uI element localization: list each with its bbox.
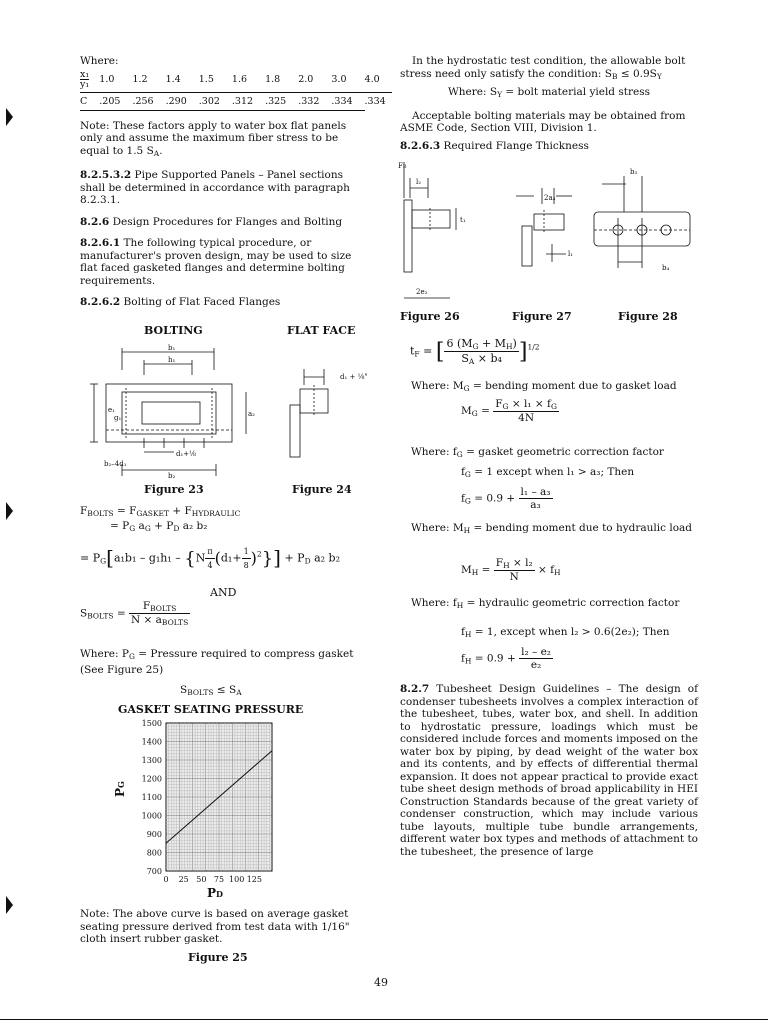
mh-equation: $M_H$ = $\frac{F_H \times l_2}{N}$ × $f_H$ <box>461 557 561 583</box>
figure-28-caption: Figure 28 <box>618 310 678 323</box>
ratio-value: 4.0 <box>364 73 380 85</box>
y-tick-label: 700 <box>146 867 162 876</box>
y-tick-label: 800 <box>146 848 162 858</box>
x-axis-label: PD <box>207 886 223 900</box>
c-value: .325 <box>265 95 287 107</box>
svg-text:t₁: t₁ <box>460 216 466 224</box>
fh-condition: $f_H = 1$, except when l₂ > 0.6(2e₂); Then <box>461 626 670 639</box>
c-value: .205 <box>99 95 121 107</box>
left-column <box>80 55 386 309</box>
fg-equation: $f_G = 0.9$ + $\frac{\text{l₁ – a₃}}{\text{a₃}}$ <box>461 486 551 511</box>
figure-23-caption: Figure 23 <box>144 483 204 496</box>
c-value: .256 <box>132 95 154 107</box>
x-tick-label: 100 <box>229 875 245 884</box>
c-value: .312 <box>231 95 254 107</box>
c-value: .332 <box>298 95 320 107</box>
figure-24-caption: Figure 24 <box>292 483 352 496</box>
c-row: C .205 .256 .290 .302 .312 .325 .332 .334 .334 <box>80 96 392 107</box>
fbolts-equation-expanded: = $P_G$ $a_G + P_D$ a₂ b₂ <box>110 520 208 533</box>
x-tick-label: 125 <box>246 875 262 884</box>
section-8-2-5-3-2: 8.2.5.3.2 Pipe Supported Panels – Panel sections shall be determined in accordance with paragraph 8.2.3.1. <box>80 169 350 206</box>
c-value: .334 <box>364 95 386 107</box>
note-paragraph: Note: These factors apply to water box flat panels only and assume the maximum fiber stress to be equal to 1.5 $S_A$. <box>80 119 347 158</box>
y-axis-label: PG <box>113 781 127 797</box>
chart-note: Note: The above curve is based on average gasket seating pressure derived from test data with 1/16" cloth insert rubber gasket. <box>80 908 350 945</box>
acceptable-paragraph: Acceptable bolting materials may be obtained from ASME Code, Section VIII, Division 1. <box>400 109 686 134</box>
svg-text:l₁: l₁ <box>568 250 574 258</box>
c-value: .290 <box>165 95 187 107</box>
x-tick-label: 25 <box>178 875 189 884</box>
margin-bullet <box>6 108 13 126</box>
where-mg: Where: $M_G$ = bending moment due to gasket load <box>411 380 677 393</box>
section-8-2-6: 8.2.6 Design Procedures for Flanges and Bolting <box>80 215 343 228</box>
page-number: 49 <box>374 976 388 989</box>
figure-23-drawing <box>84 340 264 482</box>
bolting-equations <box>80 505 370 572</box>
y-tick-label: 1100 <box>141 793 162 802</box>
svg-text:2a₃: 2a₃ <box>544 194 556 202</box>
where-pg-paragraph: Where: $P_G$ = Pressure required to compress gasket (See Figure 25) <box>80 648 354 676</box>
figure-25-caption: Figure 25 <box>188 951 248 964</box>
y-tick-label: 1400 <box>141 737 162 747</box>
flange-figures-drawing <box>396 158 696 306</box>
table-rule <box>80 110 365 111</box>
ratio-value: 1.0 <box>99 73 115 85</box>
sbolts-limit: $S_{BOLTS} \le S_A$ <box>180 684 242 697</box>
bottom-rule <box>0 1019 768 1020</box>
y-tick-label: 900 <box>146 830 162 839</box>
where-fg: Where: $f_G$ = gasket geometric correction factor <box>411 446 664 459</box>
figure-24-drawing <box>282 365 374 465</box>
section-8-2-6-3: 8.2.6.3 Required Flange Thickness <box>400 139 589 152</box>
x-tick-label: 75 <box>213 875 225 884</box>
sbolts-equation: $S_{BOLTS}$ = $\frac{F_{BOLTS}}{N \times a_{BOLTS}}$ <box>80 600 189 627</box>
flat-face-title: FLAT FACE <box>287 324 356 337</box>
where-label: Where: <box>80 55 119 67</box>
right-column <box>400 55 698 152</box>
y-tick-label: 1500 <box>141 719 162 728</box>
svg-text:b₃: b₃ <box>630 168 638 176</box>
ratio-value: 1.2 <box>132 73 148 85</box>
figure-26-caption: Figure 26 <box>400 310 460 323</box>
section-8-2-7: 8.2.7 Tubesheet Design Guidelines – The design of condenser tubesheets involves a complex interaction of the tubesheet, tubes, water box, and shell. In addition to hydrostatic pressure, loadings which must be considered include forces and moments imposed on the water box by piping, by dead weight of the water box and its contents, and by effects of differential thermal expansion. It does not appear practical to provide exact tube sheet design methods of broad applicability in HEI Construction Standards because of the great variety of condenser construction, which may include various tube layouts, multiple tube bundle arrangements, different water box types and methods of attachment to the tubesheet, the presence of large <box>400 683 699 858</box>
svg-text:d₁+⅛: d₁+⅛ <box>176 450 196 458</box>
svg-text:FB: FB <box>398 162 407 170</box>
y-tick-label: 1200 <box>141 774 162 784</box>
and-label: AND <box>210 586 237 599</box>
c-value: .302 <box>198 95 220 107</box>
hydrostatic-paragraph: In the hydrostatic test condition, the allowable bolt stress need only satisfy the condition: $S_B \le 0.9S_Y$ <box>400 55 686 81</box>
fh-equation: $f_H = 0.9$ + $\frac{\text{l₂ – e₂}}{\text{e₂}}$ <box>461 646 552 671</box>
svg-text:h₁: h₁ <box>168 356 176 364</box>
where-mh: Where: $M_H$ = bending moment due to hydraulic load <box>411 522 692 535</box>
ratio-value: 1.6 <box>231 73 248 85</box>
svg-text:b₄: b₄ <box>662 264 670 272</box>
where-fh: Where: $f_H$ = hydraulic geometric correction factor <box>411 597 680 610</box>
section-8-2-6-1: 8.2.6.1 The following typical procedure, or manufacturer's proven design, may be used to size flat faced gasketed flanges and determine bolting requirements. <box>80 237 352 287</box>
chart-title: GASKET SEATING PRESSURE <box>118 703 304 716</box>
fg-condition: $f_G = 1$ except when l₁ > a₃; Then <box>461 466 635 479</box>
ratio-row: x₁ y₁ 1.0 1.2 1.4 1.5 1.6 1.8 2.0 3.0 4.0 <box>80 70 392 89</box>
bolting-title: BOLTING <box>144 324 203 337</box>
y-tick-label: 1300 <box>141 756 162 765</box>
fbolts-bracket-equation: = $P_G[a_1b_1 - g_1h_1 - \{N$ $\frac{\pi}{4}$ (d₁+ $\frac{1}{8}$ )$^2\}] + P_D$ a₂ b₂ <box>80 545 341 570</box>
mg-equation: $M_G$ = $\frac{F_G \times l_1 \times f_G}{4N}$ <box>461 398 557 424</box>
fbolts-equation: $F_{BOLTS} = F_{GASKET} + F_{HYDRAULIC}$ <box>80 505 241 518</box>
section-8-2-6-2: 8.2.6.2 Bolting of Flat Faced Flanges <box>80 296 281 308</box>
gasket-seating-pressure-chart <box>104 717 304 915</box>
margin-bullet <box>6 502 13 520</box>
svg-text:b₂–4d₁: b₂–4d₁ <box>104 460 127 468</box>
c-value: .334 <box>331 95 353 107</box>
x-tick-label: 0 <box>163 875 169 884</box>
x-tick-label: 50 <box>196 875 207 884</box>
where-sy: Where: $S_Y$ = bolt material yield stress <box>448 86 650 99</box>
figure-27-caption: Figure 27 <box>512 310 572 323</box>
ratio-value: 1.5 <box>198 73 214 85</box>
svg-text:g₁: g₁ <box>114 414 122 422</box>
svg-text:2e₂: 2e₂ <box>416 288 428 296</box>
svg-text:b₁: b₁ <box>168 344 176 352</box>
c-factor-table <box>80 70 392 107</box>
ratio-value: 3.0 <box>331 73 347 85</box>
ratio-value: 1.4 <box>165 73 181 85</box>
margin-bullet <box>6 896 13 914</box>
ratio-value: 1.8 <box>265 73 281 85</box>
svg-text:b₂: b₂ <box>168 472 176 480</box>
y-tick-label: 1000 <box>141 811 162 821</box>
ratio-value: 2.0 <box>298 73 314 85</box>
svg-text:e₁: e₁ <box>108 406 115 414</box>
svg-text:d₁ + ⅛": d₁ + ⅛" <box>340 373 368 381</box>
svg-text:l₂: l₂ <box>416 178 422 186</box>
svg-text:a₂: a₂ <box>248 410 255 418</box>
flange-thickness-equation: $t_F$ = [ $\frac{6 (M_G + M_H)}{S_A \times b_4}$ ]$^{1/2}$ <box>410 337 540 366</box>
